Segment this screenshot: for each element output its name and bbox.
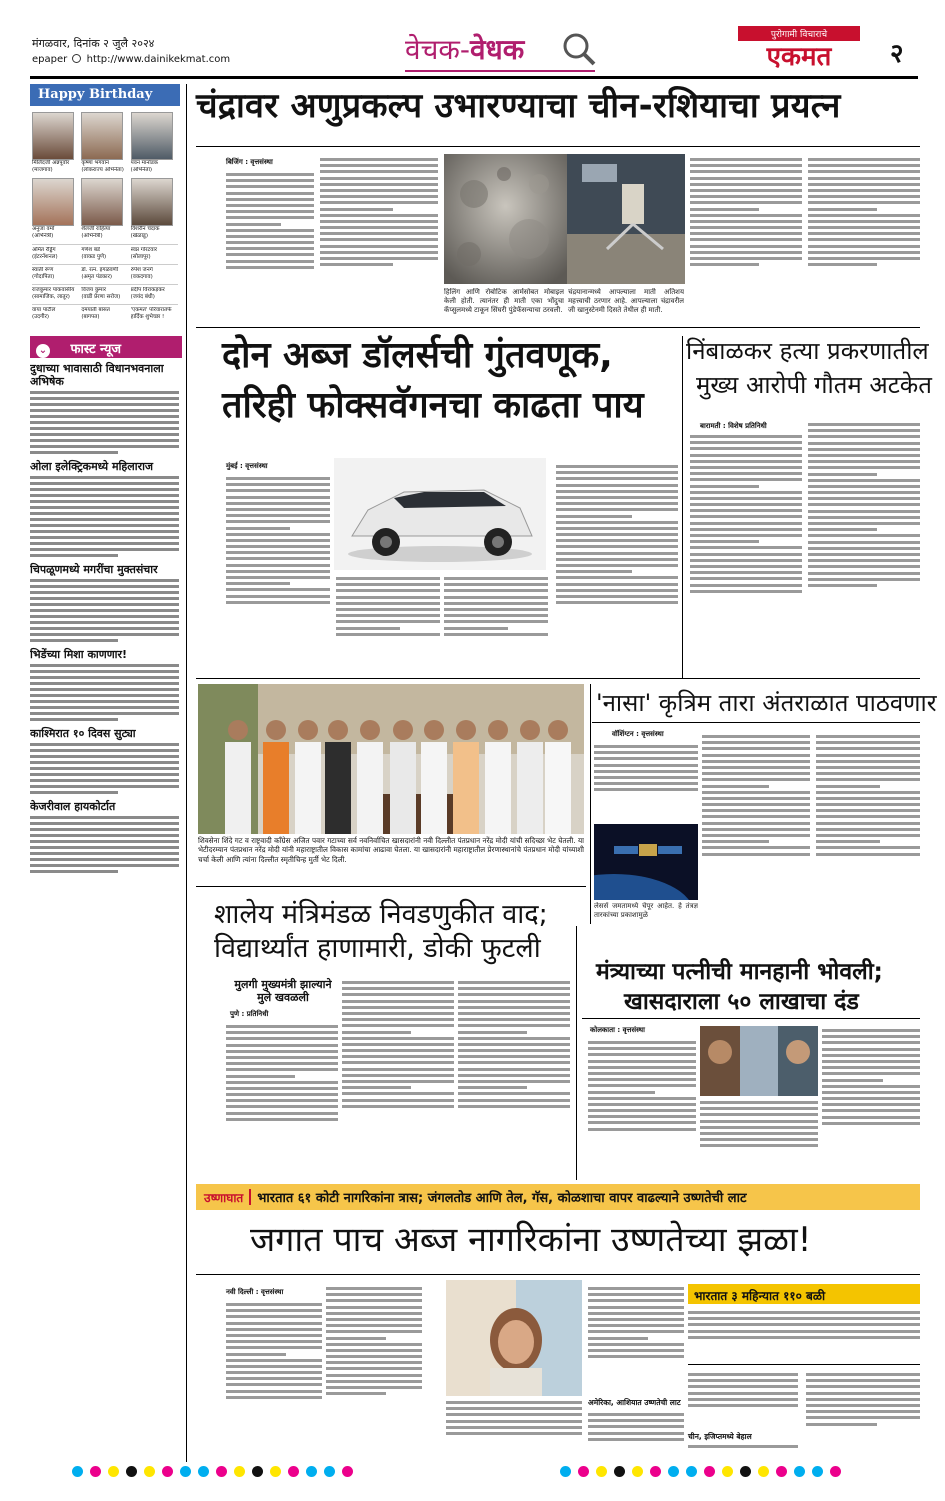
article-5-byline: वॉशिंग्टन : वृत्तसंस्था — [612, 730, 664, 738]
article-8-box-rule — [688, 1364, 920, 1365]
fast-news-headline: ओला इलेक्ट्रिकमध्ये महिलाराज — [30, 460, 154, 473]
registration-dot — [270, 1466, 281, 1477]
article-8-strap-text: भारतात ६१ कोटी नागरिकांना त्रास; जंगलतोड आणि तेल, गॅस, कोळशाचा वापर वाढल्याने उष्णतेची लाट — [257, 1191, 747, 1206]
fast-news-item — [30, 648, 182, 721]
article-6-top-rule — [196, 886, 586, 887]
article-8-subhead-b: चीन, इजिप्तमध्ये बेहाल — [688, 1432, 752, 1441]
article-8-col-6 — [806, 1370, 920, 1456]
article-8-rule — [196, 1274, 920, 1275]
article-8-col-5 — [688, 1370, 798, 1428]
article-6-col-1 — [226, 1022, 338, 1176]
print-registration-marks — [0, 1466, 945, 1490]
birthday-panel — [30, 84, 180, 332]
registration-dot — [650, 1466, 661, 1477]
registration-dot — [722, 1466, 733, 1477]
fast-news-body — [30, 743, 182, 794]
fast-news-item — [30, 727, 182, 794]
registration-dot — [252, 1466, 263, 1477]
birthday-role: (अभिनेता) — [130, 167, 153, 173]
globe-icon — [72, 54, 81, 63]
article-8-col-2 — [326, 1284, 422, 1456]
fast-news-item — [30, 800, 182, 873]
person-head — [266, 720, 286, 740]
article-2-col-2 — [336, 574, 440, 674]
article-6-subhead-line-2: मुले खवळली — [257, 991, 309, 1004]
birthday-name-cell: वाया पाटील (उदगीर) — [32, 307, 56, 320]
fast-news-item — [30, 362, 182, 454]
moon-surface-image — [444, 154, 567, 284]
birthday-person — [81, 178, 128, 240]
registration-dot — [180, 1466, 191, 1477]
article-1-headline: चंद्रावर अणुप्रकल्प उभारण्याचा चीन-रशियाचा प्रयत्न — [196, 86, 841, 126]
article-5-col-2 — [702, 732, 810, 922]
person-head — [488, 720, 508, 740]
birthday-person — [131, 112, 178, 174]
article-6-headline-line-2: विद्यार्थ्यांत हाणामारी, डोकी फुटली — [214, 933, 541, 964]
fast-news-title: फास्ट न्यूज — [70, 342, 122, 357]
fast-news-header — [30, 336, 182, 358]
avatar — [32, 178, 74, 226]
magnifier-icon — [560, 30, 598, 68]
article-1-rule — [196, 146, 920, 147]
registration-dot — [578, 1466, 589, 1477]
person-head — [393, 720, 413, 740]
epaper-line — [32, 54, 230, 65]
article-1-photo-left — [444, 154, 567, 284]
section-banner: वेचक-वेधक — [405, 33, 525, 66]
article-1-byline: बिजिंग : वृत्तसंस्था — [226, 158, 273, 166]
article-8-strap-bar — [249, 1189, 251, 1205]
article-7-col-2 — [700, 1098, 818, 1176]
person-head — [360, 720, 380, 740]
article-7-byline: कोलकाता : वृत्तसंस्था — [590, 1026, 645, 1034]
fast-news-body — [30, 476, 182, 557]
article-1-photo-right — [567, 154, 685, 284]
article-8-col-5b — [688, 1442, 798, 1456]
article-2-col-3 — [444, 574, 548, 674]
person-head — [328, 720, 348, 740]
registration-dot — [126, 1466, 137, 1477]
article-8-col-4b — [588, 1410, 684, 1456]
article-3-bottom-rule — [196, 678, 920, 679]
birthday-name-row — [32, 244, 178, 261]
person-figure — [225, 742, 251, 834]
registration-dot — [306, 1466, 317, 1477]
page-header — [0, 0, 945, 80]
fast-news-item — [30, 563, 182, 642]
brand-tagline: पुरोगामी विचाराचे — [738, 26, 860, 41]
article-8-col-4 — [588, 1284, 684, 1396]
chevron-down-icon: ⌄ — [36, 344, 50, 358]
article-6-byline: पुणे : प्रतिनिधी — [230, 1010, 269, 1018]
left-column-divider — [186, 84, 187, 1462]
person-figure — [263, 742, 289, 834]
registration-dot — [560, 1466, 571, 1477]
article-2-car-photo — [334, 458, 546, 570]
fast-news-headline: चिपळूणमध्ये मगरींचा मुक्तसंचार — [30, 563, 158, 576]
article-2-headline-line-1: दोन अब्ज डॉलर्सची गुंतवणूक, — [222, 335, 613, 376]
birthday-name-row — [32, 304, 178, 321]
article-6-col-2 — [342, 978, 454, 1176]
registration-dot — [794, 1466, 805, 1477]
fast-news-body — [30, 579, 182, 642]
article-6-divider — [576, 926, 577, 1180]
article-8-strap — [196, 1184, 920, 1210]
birthday-name: अनुजा वर्मा — [32, 226, 55, 232]
fast-news-body — [30, 664, 182, 721]
article-5-caption: लेसर्स जमतामध्ये चेपूर आहेत. हे तंत्रज्ञ तारकांच्या प्रकाशामुळे — [594, 902, 698, 920]
registration-dot — [198, 1466, 209, 1477]
car-image — [334, 458, 546, 570]
registration-dot — [342, 1466, 353, 1477]
fast-news-headline: काश्मिरात १० दिवस सुट्या — [30, 727, 136, 740]
registration-left — [72, 1466, 372, 1480]
birthday-name-cell: गणेश बडे (वाकड पुणे) — [81, 247, 107, 260]
fast-news-list — [30, 358, 182, 873]
birthday-name-cell: राजकुमार पाकवासीय (सामाजिक, लातूर) — [32, 287, 75, 300]
birthday-role: (माजगाव) — [32, 167, 53, 173]
birthday-name-row — [32, 284, 178, 301]
registration-dot — [632, 1466, 643, 1477]
brand-block — [738, 26, 860, 74]
person-figure — [357, 742, 383, 834]
fast-news-column — [30, 336, 182, 1461]
registration-dot — [216, 1466, 227, 1477]
birthday-role: (अभिनेत्री) — [32, 233, 54, 239]
person-figure — [517, 742, 543, 834]
birthday-name-cell: विजय कुमार (वाडी प्रेरणा सरोज) — [81, 287, 121, 300]
lunar-lander-image — [567, 154, 685, 284]
page-number: २ — [890, 39, 904, 69]
fast-news-body — [30, 816, 182, 873]
article-6-headline-line-1: शालेय मंत्रिमंडळ निवडणुकीत वाद; — [214, 899, 548, 930]
article-1-caption-left: हिलिंग आणि रोबोटिक आर्मसोबत मोबाइल केली होती. त्यानंतर ही माती एका भोंदुचा कॅप्सुलमध्ये टाकून सिंघरी पुंडेफॅसन्याचा ठरवली. — [444, 288, 564, 315]
article-4-group-photo — [198, 684, 584, 834]
birthday-name: शैलजी राहित्या — [81, 226, 111, 232]
article-5-col-1 — [594, 742, 698, 820]
article-8-col-1 — [226, 1300, 322, 1456]
registration-dot — [234, 1466, 245, 1477]
birthday-person — [32, 112, 79, 174]
person-head — [548, 720, 568, 740]
article-1-col-2 — [320, 155, 438, 322]
birthday-name: मिलिंदजी अन्नपूर्वार — [32, 160, 70, 166]
registration-dot — [686, 1466, 697, 1477]
birthday-person — [131, 178, 178, 240]
article-5-satellite-photo — [594, 824, 698, 900]
article-1-col-3 — [690, 155, 802, 322]
article-7-col-1 — [588, 1038, 696, 1176]
birthday-name: कृष्णा भगवान — [81, 160, 109, 166]
person-head — [298, 720, 318, 740]
person-head — [424, 720, 444, 740]
registration-dot — [668, 1466, 679, 1477]
article-1-col-4 — [808, 155, 920, 322]
article-7-headline-line-2: खासदाराला ५० लाखाचा दंड — [624, 989, 859, 1015]
article-7-headline-line-1: मंत्र्याच्या पत्नीची मानहानी भोवली; — [596, 959, 883, 985]
fast-news-headline: भिडेंच्या मिशा काणणार! — [30, 648, 128, 661]
article-5-col-3 — [816, 732, 920, 922]
avatar — [131, 178, 173, 226]
birthday-name-cell: स्वाती रूण (गोदापिता) — [32, 267, 55, 280]
article-2-divider — [682, 336, 683, 678]
birthday-name-cell: 'एकमत' परिवारातर्फे हार्दिक शुभेच्छा ! — [130, 307, 172, 320]
person-figure — [325, 742, 351, 834]
article-3-headline-line-2: मुख्य आरोपी गौतम अटकेत — [696, 371, 932, 399]
registration-dot — [162, 1466, 173, 1477]
website-link[interactable]: http://www.dainikekmat.com — [86, 54, 231, 65]
registration-dot — [596, 1466, 607, 1477]
fast-news-headline: केजरीवाल हायकोर्टात — [30, 800, 116, 813]
registration-dot — [830, 1466, 841, 1477]
article-1-caption-right: चंद्रयानान्मध्ये आपल्याला माती अतिशय महत्त्वाची ठरणार आहे. आपल्याला चंद्रावरील जी खानुस्टेनमी दिसते तेथील ही माती. — [568, 288, 684, 315]
article-2-col-4 — [556, 462, 678, 674]
article-5-divider — [590, 684, 591, 924]
registration-dot — [704, 1466, 715, 1477]
article-8-col-3 — [446, 1398, 582, 1456]
article-7-rule — [582, 1018, 920, 1019]
person-figure — [295, 742, 321, 834]
birthday-role: (लोकराज्य अभिनेता) — [81, 167, 124, 173]
article-7-photo — [700, 1026, 818, 1096]
birthday-name-cell: दमयांती बांसत (बागपत) — [81, 307, 110, 320]
birthday-name-cell: प्रदीप विराकड़कर (जयंद बंधी) — [130, 287, 165, 300]
article-3-col-2 — [808, 420, 920, 674]
article-8-kicker: उष्णाघात — [204, 1190, 244, 1205]
article-3-col-1 — [690, 432, 802, 674]
person-head — [456, 720, 476, 740]
article-5-headline: 'नासा' कृत्रिम तारा अंतराळात पाठवणार — [596, 689, 937, 717]
header-rule — [30, 76, 918, 79]
article-8-byline: नवी दिल्ली : वृत्तसंस्था — [226, 1288, 284, 1296]
registration-dot — [288, 1466, 299, 1477]
avatar — [131, 112, 173, 160]
birthday-name: पवन मानोडक — [130, 160, 158, 166]
satellite-image — [594, 824, 698, 900]
birthday-photo-grid — [30, 106, 180, 240]
avatar — [81, 112, 123, 160]
person-figure — [485, 742, 511, 834]
article-3-byline: बारामती : विशेष प्रतिनिधी — [700, 422, 767, 430]
registration-dot — [740, 1466, 751, 1477]
heatwave-image — [446, 1280, 582, 1396]
person-figure — [421, 742, 447, 834]
section-title-a: वेचक — [405, 33, 460, 66]
person-figure — [390, 742, 416, 834]
issue-date: मंगळवार, दिनांक २ जुलै २०२४ — [32, 37, 155, 50]
registration-dot — [324, 1466, 335, 1477]
article-1-col-1 — [226, 170, 314, 322]
article-2-col-1 — [226, 474, 330, 674]
person-figure — [453, 742, 479, 834]
registration-dot — [72, 1466, 83, 1477]
section-title-b: वेधक — [469, 33, 525, 66]
birthday-name-cell: अमित रेड्डिंग (इंटरनॅशनल) — [32, 247, 58, 260]
birthday-person — [32, 178, 79, 240]
portraits-image — [700, 1026, 818, 1096]
birthday-name-row — [32, 264, 178, 281]
article-7-col-3 — [822, 1026, 920, 1176]
article-8-heat-photo — [446, 1280, 582, 1396]
article-6-subhead — [228, 978, 338, 1004]
registration-dot — [144, 1466, 155, 1477]
brand-logo: एकमत — [766, 42, 832, 72]
person-figure — [545, 742, 571, 834]
delegation-image — [198, 684, 584, 834]
registration-dot — [812, 1466, 823, 1477]
registration-dot — [90, 1466, 101, 1477]
registration-dot — [776, 1466, 787, 1477]
birthday-name-cell: रुपेश जनगे (वकदगाव) — [130, 267, 153, 280]
birthday-role: (अभिनेत्री) — [81, 233, 103, 239]
fast-news-headline: दुधाच्या भावासाठी विधानभवनाला अभिषेक — [30, 362, 164, 388]
article-8-subhead-a: अमेरिका, आशियात उष्णतेची लाट — [588, 1398, 681, 1407]
article-3-headline-line-1: निंबाळकर हत्या प्रकरणातील — [686, 337, 929, 365]
birthday-role: (खेळाडू) — [130, 233, 148, 239]
registration-dot — [614, 1466, 625, 1477]
person-head — [228, 720, 248, 740]
avatar — [32, 112, 74, 160]
article-2-headline-line-2: तरिही फोक्सवॅगनचा काढता पाय — [222, 385, 644, 426]
article-5-rule — [592, 722, 920, 723]
article-6-col-3 — [458, 978, 570, 1176]
article-6-subhead-line-1: मुलगी मुख्यमंत्री झाल्याने — [234, 978, 332, 991]
article-8-box-text — [688, 1308, 920, 1360]
registration-right — [560, 1466, 860, 1480]
person-head — [520, 720, 540, 740]
registration-dot — [108, 1466, 119, 1477]
birthday-name-cell: स्वप्न गोरटवार (सोलापूर) — [130, 247, 158, 260]
fast-news-item — [30, 460, 182, 557]
registration-dot — [758, 1466, 769, 1477]
article-8-headline: जगात पाच अब्ज नागरिकांना उष्णतेच्या झळा! — [250, 1220, 812, 1260]
article-4-caption: शिवसेना शिंदे गट व राष्ट्रवादी कॉंग्रेस अजित पवार गटाच्या सर्व नवनिर्वाचित खासदारांनी नवी दिल्लीत पंतप्रधान नरेंद्र मोदी यांची सदिच्छा भेट घेतली. या भेटीदरम्यान पंतप्रधान नरेंद्र मोदी यांनी महाराष्ट्रातील विकास कामांचा आढावा घेतला. या खासदारांनी महाराष्ट्रातील प्रेरणास्थानांचे पंतप्रधान मोदी यांच्याशी चर्चा केली आणि त्यांना दिल्लीत स्मृतीचिन्ह मुर्ती भेट दिली. — [198, 836, 584, 864]
birthday-name: विशरीन चंदाक — [130, 226, 160, 232]
birthday-name-cell: डॉ. रत्न. इंगळवणी (अमृत पंडकार) — [81, 267, 119, 280]
avatar — [81, 178, 123, 226]
article-1-bottom-rule — [196, 327, 920, 328]
section-banner-underline — [405, 70, 595, 72]
birthday-names — [30, 240, 180, 321]
birthday-person — [81, 112, 128, 174]
birthday-title: Happy Birthday — [30, 84, 180, 106]
epaper-label: epaper — [32, 54, 68, 65]
fast-news-body — [30, 391, 182, 454]
article-2-byline: मुंबई : वृत्तसंस्था — [226, 462, 268, 470]
article-8-box-title: भारतात ३ महिन्यात ११० बळी — [688, 1284, 920, 1304]
